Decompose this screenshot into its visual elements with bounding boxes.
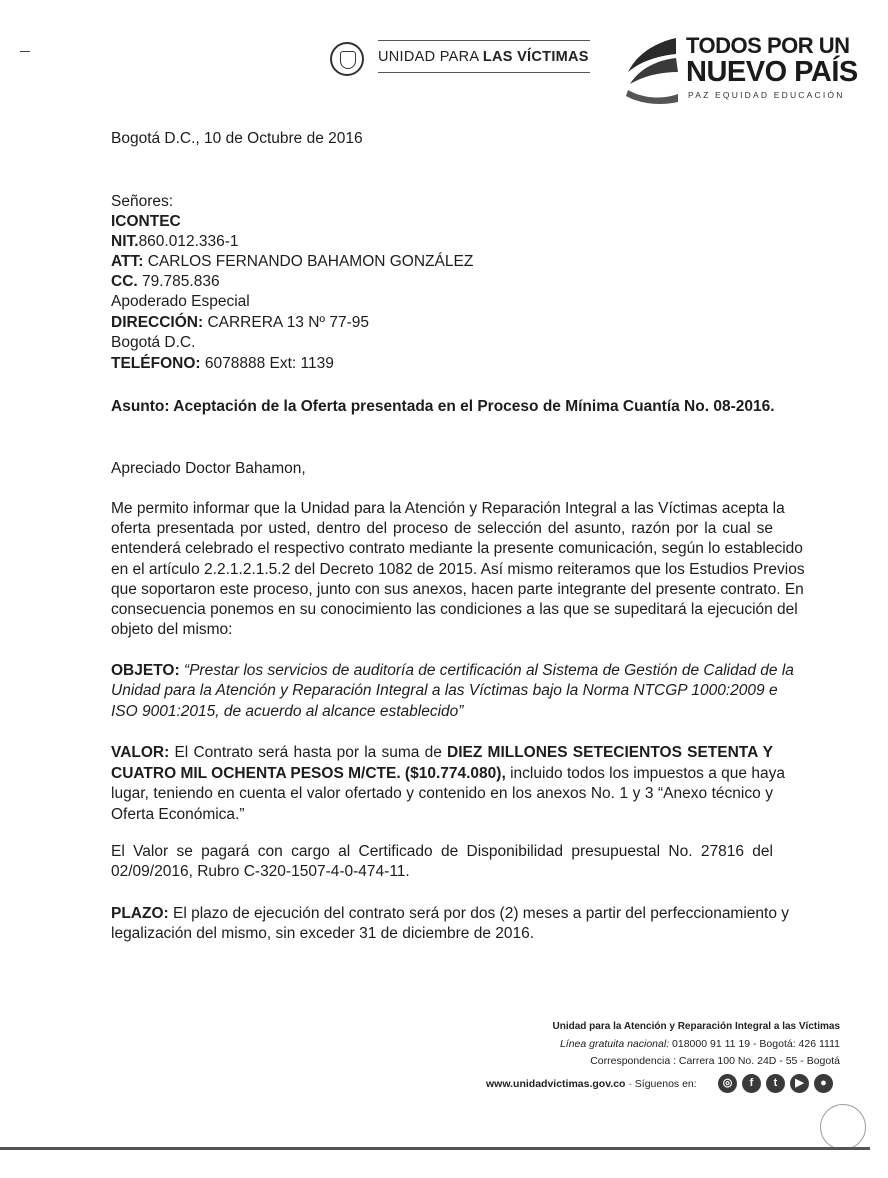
recipient-phone: TELÉFONO: 6078888 Ext: 1139 (111, 355, 334, 372)
intro-line: Me permito informar que la Unidad para la Atención y Reparación Integral a las Víctimas acepta la (111, 500, 785, 517)
recipient-salutation: Señores: (111, 193, 174, 210)
letter-date: Bogotá D.C., 10 de Octubre de 2016 (111, 130, 363, 147)
recipient-city: Bogotá D.C. (111, 334, 196, 351)
facebook-icon[interactable]: f (742, 1074, 761, 1093)
intro-line: que soportaron este proceso, junto con sus anexos, hacen parte integrante del presente contrato. En (111, 581, 804, 598)
valor-line: Oferta Económica.” (111, 806, 245, 823)
footer-entity: Unidad para la Atención y Reparación Integral a las Víctimas (552, 1021, 840, 1032)
entity-logo (378, 40, 590, 73)
footer-web: www.unidadvictimas.gov.co · Síguenos en: (486, 1078, 697, 1090)
pago-line: 02/09/2016, Rubro C-320-1507-4-0-474-11. (111, 863, 410, 880)
intro-line: objeto del mismo: (111, 621, 233, 638)
todos-por-un-nuevo-pais-logo-icon (618, 28, 686, 106)
instagram-icon[interactable]: ◎ (718, 1074, 737, 1093)
social-icons (718, 1073, 838, 1093)
plazo-line: PLAZO: El plazo de ejecución del contrato será por dos (2) meses a partir del perfeccionamiento y (111, 905, 790, 922)
twitter-icon[interactable]: t (766, 1074, 785, 1093)
recipient-address: DIRECCIÓN: CARRERA 13 Nº 77-95 (111, 314, 370, 331)
footer-hotline: Línea gratuita nacional: 018000 91 11 19 - Bogotá: 426 1111 (559, 1038, 840, 1050)
valor-line: lugar, teniendo en cuenta el valor ofertado y contenido en los anexos No. 1 y 3 “Anexo técnico y (111, 785, 773, 802)
letter-subject: Asunto: Aceptación de la Oferta presentada en el Proceso de Mínima Cuantía No. 08-2016. (111, 398, 775, 415)
intro-line: consecuencia ponemos en su conocimiento las condiciones a las que se supeditará la ejecución del (111, 601, 798, 618)
valor-line: CUATRO MIL OCHENTA PESOS M/CTE. ($10.774.080), incluido todos los impuestos a que haya (111, 765, 785, 782)
recipient-role: Apoderado Especial (111, 293, 250, 310)
bottom-rule (0, 1147, 870, 1150)
pago-line: El Valor se pagará con cargo al Certificado de Disponibilidad presupuestal No. 27816 del (111, 843, 773, 860)
plazo-line: legalización del mismo, sin exceder 31 de diciembre de 2016. (111, 925, 535, 942)
objeto-line: OBJETO: “Prestar los servicios de auditoría de certificación al Sistema de Gestión de Calidad de la (111, 662, 794, 679)
flickr-icon[interactable]: ● (814, 1074, 833, 1093)
valor-line: VALOR: El Contrato será hasta por la suma de DIEZ MILLONES SETECIENTOS SETENTA Y (111, 744, 773, 761)
footer-correspondence: Correspondencia : Carrera 100 No. 24D - 55 - Bogotá (590, 1055, 840, 1067)
slogan-line-2: NUEVO PAÍS (686, 56, 858, 88)
coat-of-arms-icon (330, 42, 364, 76)
recipient-id: CC. 79.785.836 (111, 273, 220, 290)
scan-mark (20, 51, 30, 52)
objeto-line: Unidad para la Atención y Reparación Integral a las Víctimas bajo la Norma NTCGP 1000:2009 e (111, 682, 778, 699)
objeto-line: ISO 9001:2015, de acuerdo al alcance establecido” (111, 703, 464, 720)
recipient-company: ICONTEC (111, 213, 181, 230)
intro-line: entenderá celebrado el respectivo contrato mediante la presente comunicación, según lo establecido (111, 540, 803, 557)
recipient-nit: NIT.860.012.336-1 (111, 233, 239, 250)
intro-line: en el artículo 2.2.1.2.1.5.2 del Decreto 1082 de 2015. Así mismo reiteramos que los Estudios Previos (111, 561, 805, 578)
slogan-tagline: PAZ EQUIDAD EDUCACIÓN (688, 90, 845, 100)
intro-line: oferta presentada por usted, dentro del proceso de selección del asunto, razón por la cual se (111, 520, 773, 537)
youtube-icon[interactable]: ▶ (790, 1074, 809, 1093)
received-stamp-icon (820, 1104, 866, 1150)
recipient-attention: ATT: CARLOS FERNANDO BAHAMON GONZÁLEZ (111, 253, 474, 270)
letter-greeting: Apreciado Doctor Bahamon, (111, 460, 306, 477)
website-link[interactable]: www.unidadvictimas.gov.co (486, 1078, 626, 1090)
slogan-line-1: TODOS POR UN (686, 33, 850, 58)
entity-name: UNIDAD PARA LAS VÍCTIMAS (378, 49, 589, 65)
